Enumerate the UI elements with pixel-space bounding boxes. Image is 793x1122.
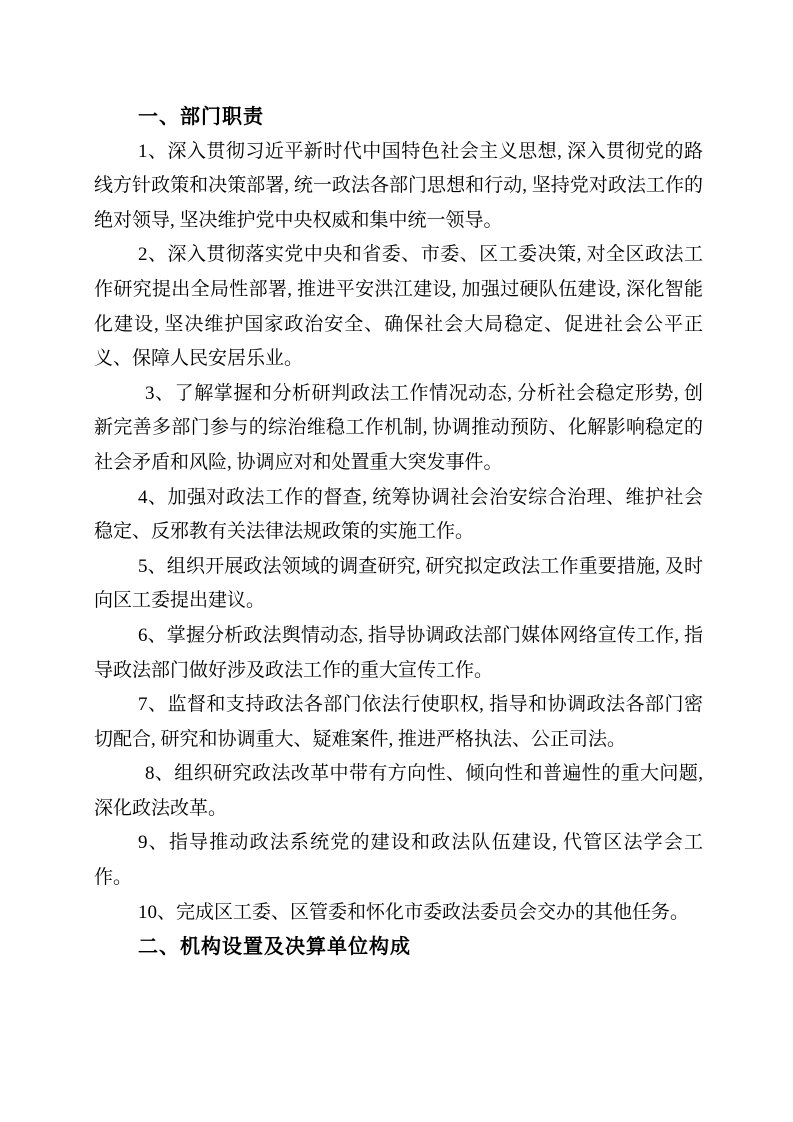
- duty-paragraph-5: 5、组织开展政法领域的调查研究, 研究拟定政法工作重要措施, 及时向区工委提出建议。: [94, 555, 703, 612]
- duty-paragraph-4: 4、加强对政法工作的督查, 统筹协调社会治安综合治理、维护社会稳定、反邪教有关法律法规政策的实施工作。: [94, 486, 703, 543]
- duty-paragraph-10: 10、完成区工委、区管委和怀化市委政法委员会交办的其他任务。: [138, 901, 690, 923]
- duty-paragraph-9: 9、指导推动政法系统党的建设和政法队伍建设, 代管区法学会工作。: [94, 832, 703, 889]
- duty-paragraph-6: 6、掌握分析政法舆情动态, 指导协调政法部门媒体网络宣传工作, 指导政法部门做好涉及政法工作的重大宣传工作。: [94, 624, 703, 681]
- section-heading-organization: 二、机构设置及决算单位构成: [138, 936, 411, 959]
- duty-paragraph-2: 2、深入贯彻落实党中央和省委、市委、区工委决策, 对全区政法工作研究提出全局性部署, 推进平安洪江建设, 加强过硬队伍建设, 深化智能化建设, 坚决维护国家政治安全、确保社会大局稳定、促进社会公平正义、保障人民安居乐业。: [94, 244, 703, 370]
- duty-paragraph-1: 1、深入贯彻习近平新时代中国特色社会主义思想, 深入贯彻党的路线方针政策和决策部署, 统一政法各部门思想和行动, 坚持党对政法工作的绝对领导, 坚决维护党中央权威和集中统一领导。: [94, 140, 703, 231]
- duty-paragraph-8: 8、组织研究政法改革中带有方向性、倾向性和普遍性的重大问题, 深化政法改革。: [94, 763, 703, 819]
- duty-paragraph-3: 3、了解掌握和分析研判政法工作情况动态, 分析社会稳定形势, 创新完善多部门参与的综治维稳工作机制, 协调推动预防、化解影响稳定的社会矛盾和风险, 协调应对和处置重大突发事件。: [94, 382, 703, 473]
- duty-paragraph-7: 7、监督和支持政法各部门依法行使职权, 指导和协调政法各部门密切配合, 研究和协调重大、疑难案件, 推进严格执法、公正司法。: [94, 694, 703, 750]
- section-heading-duties: 一、部门职责: [138, 106, 264, 128]
